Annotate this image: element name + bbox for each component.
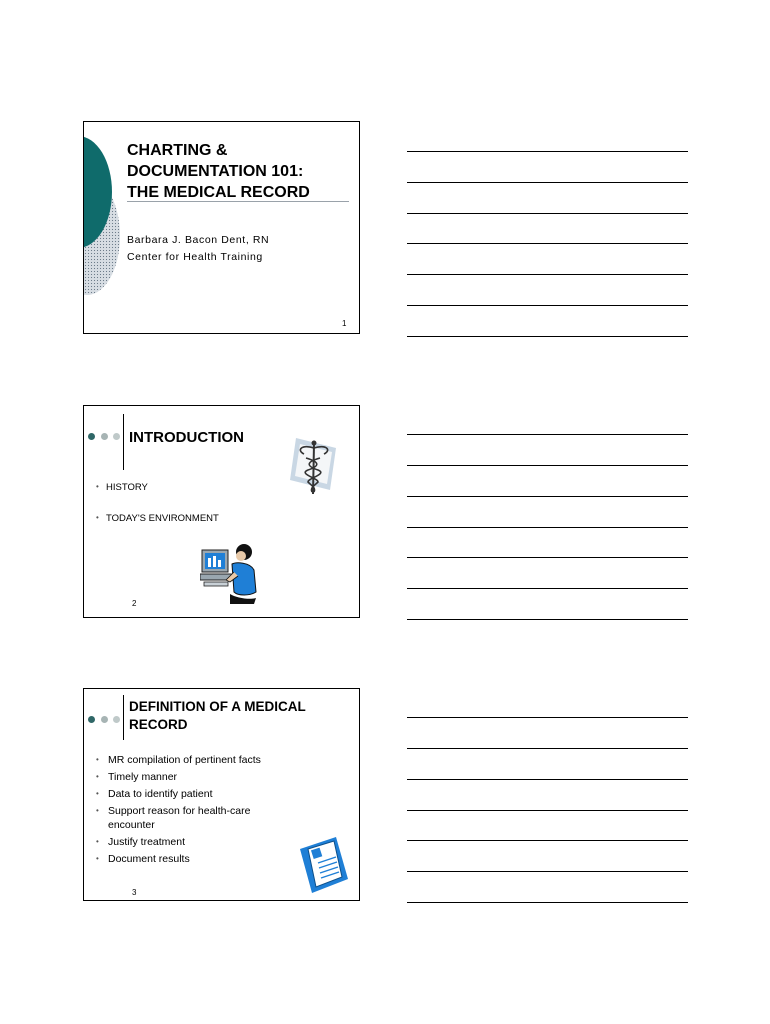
note-line (407, 557, 688, 558)
slide-1-title (127, 140, 352, 203)
note-line (407, 465, 688, 466)
organization-name: Center for Health Training (127, 251, 263, 263)
slide-3-bullet-list (96, 753, 296, 869)
note-line (407, 588, 688, 589)
note-line (407, 779, 688, 780)
list-item: • Justify treatment (96, 835, 296, 849)
slide-number: 2 (132, 599, 137, 608)
computer-user-icon (200, 542, 258, 604)
list-item: • Timely manner (96, 770, 296, 784)
slide-3 (83, 688, 360, 901)
slide-number: 1 (342, 319, 347, 328)
note-line (407, 527, 688, 528)
note-line (407, 182, 688, 183)
list-item: • MR compilation of pertinent facts (96, 753, 296, 767)
note-line (407, 243, 688, 244)
slide-1 (83, 121, 360, 334)
note-line (407, 810, 688, 811)
medical-document-icon (296, 835, 352, 895)
list-item: • TODAY'S ENVIRONMENT (96, 513, 219, 524)
decorative-dots (88, 433, 128, 441)
note-line (407, 840, 688, 841)
note-line (407, 619, 688, 620)
list-item: • Data to identify patient (96, 787, 296, 801)
note-line (407, 213, 688, 214)
slide-number: 3 (132, 888, 137, 897)
title-vertical-bar (123, 695, 124, 740)
slide-2 (83, 405, 360, 618)
note-line (407, 871, 688, 872)
list-item: • HISTORY (96, 482, 219, 493)
author-name: Barbara J. Bacon Dent, RN (127, 234, 270, 246)
slide-1-title-line: DOCUMENTATION 101: (127, 163, 304, 180)
slide-2-bullet-list (96, 482, 219, 544)
note-line (407, 336, 688, 337)
list-item: • Document results (96, 852, 296, 866)
note-line (407, 496, 688, 497)
caduceus-icon (284, 434, 344, 500)
title-vertical-bar (123, 414, 124, 470)
note-line (407, 717, 688, 718)
slide-2-title: INTRODUCTION (129, 429, 244, 446)
note-line (407, 305, 688, 306)
slide-1-subtitle (127, 232, 347, 266)
list-item: • Support reason for health-care encounter (96, 804, 296, 832)
note-line (407, 434, 688, 435)
slide-1-title-line: THE MEDICAL RECORD (127, 184, 310, 201)
title-divider (127, 201, 349, 202)
slide-1-title-line: CHARTING & (127, 142, 228, 159)
decorative-dots (88, 716, 128, 724)
note-line (407, 151, 688, 152)
note-line (407, 902, 688, 903)
note-line (407, 748, 688, 749)
slide-3-title: DEFINITION OF A MEDICAL RECORD (129, 699, 306, 732)
note-line (407, 274, 688, 275)
